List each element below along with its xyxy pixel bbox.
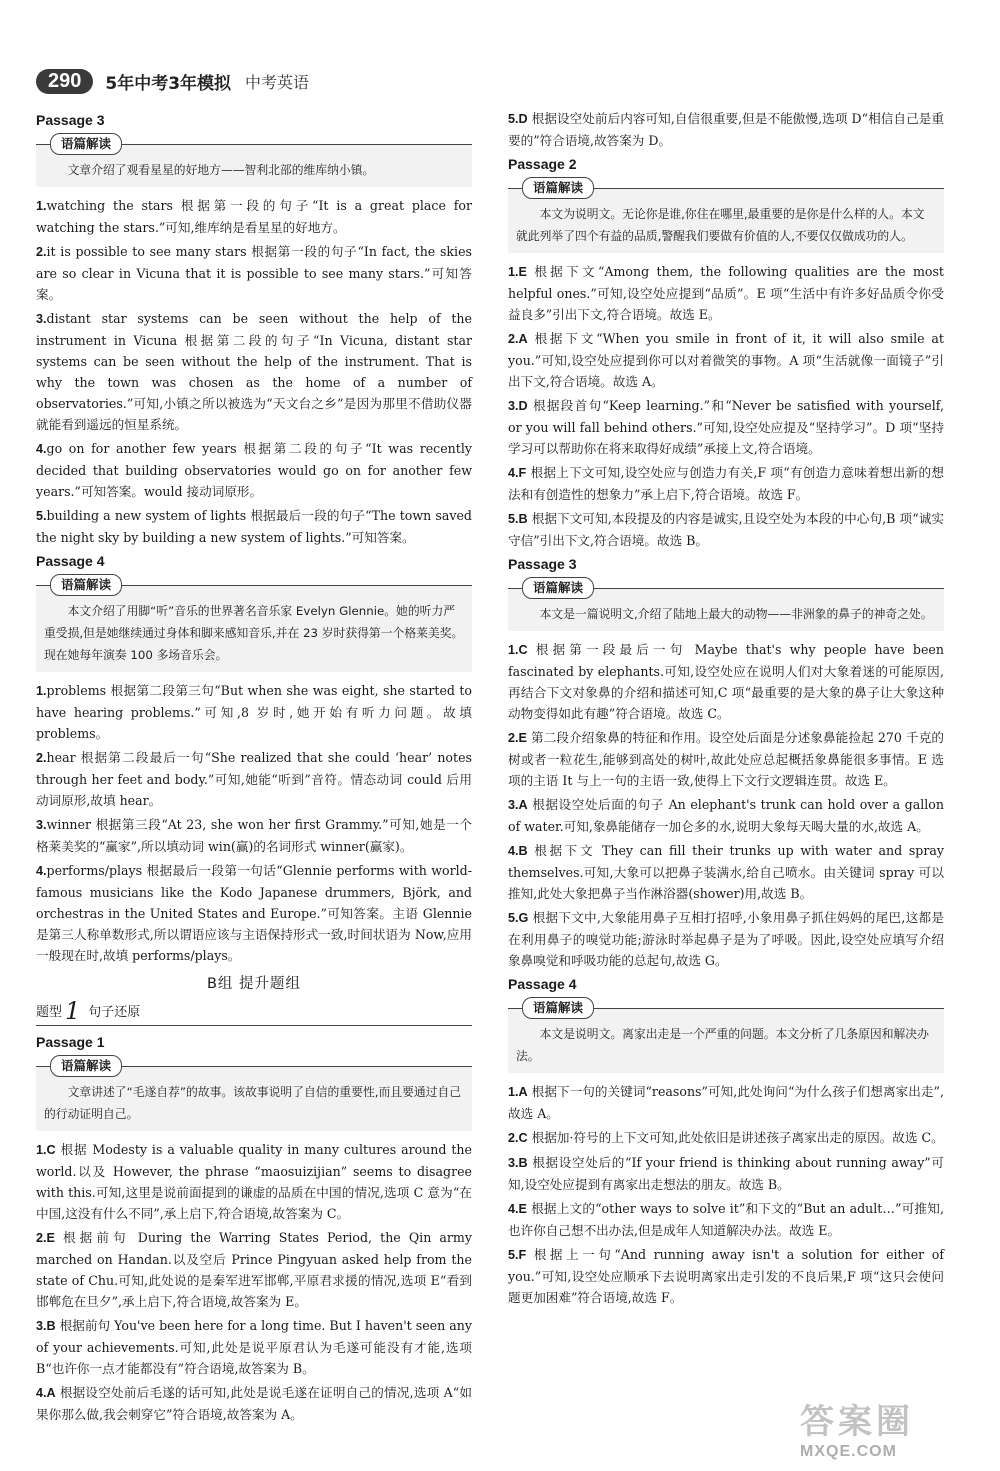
answer-text: 根据前句 You've been here for a long time. But I haven't seen any of your achievements.可知,此处是说平原君认为毛遂可能没有才能,选项 B“也许你一点才能都没有”符合语境,故答案为 B。 [36, 1318, 472, 1376]
answer-number: 1.C [508, 643, 528, 657]
answer-text: 根据 Modesty is a valuable quality in many cultures around the world.以及 However, the phrase “maosuizijian” seems to disagree with this.可知,这里是说前面提到的谦虚的品质在中国的情况,选项 C 意为“在中国,这没有什么不同”,承上启下,符合语境,故答案为 C。 [36, 1142, 472, 1221]
answer-number: 4.A [36, 1386, 56, 1400]
passage-summary-box [508, 180, 944, 253]
passage-heading: Passage 3 [508, 556, 577, 572]
answer-number: 3.D [508, 399, 528, 413]
summary-tag: 语篇解读 [50, 133, 122, 155]
answer-number: 2. [36, 245, 47, 259]
answer-text: 根据加·符号的上下文可知,此处依旧是讲述孩子离家出走的原因。故选 C。 [531, 1130, 944, 1145]
answer-text: it is possible to see many stars 根据第一段的句子“In fact, the skies are so clear in Vicuna that it is possible to see many stars.”可知答案。 [36, 244, 472, 302]
answer-number: 1. [36, 199, 47, 213]
answer-number: 3.B [508, 1156, 528, 1170]
question-type-name: 句子还原 [88, 1005, 141, 1020]
answer-item [508, 108, 944, 151]
answer-item [36, 308, 472, 435]
answer-item [508, 794, 944, 837]
summary-tag: 语篇解读 [50, 1055, 122, 1077]
answer-text: 根据第一段最后一句 Maybe that's why people have been fascinated by elephants.可知,设空处应在说明人们对大象着迷的可能原因,再结合下文对象鼻的介绍和描述可知,C 项“最重要的是大象的鼻子让大象这种动物变得如此有趣”符合语境。故选 C。 [508, 642, 944, 721]
answer-item [36, 438, 472, 502]
answer-number: 3. [36, 818, 47, 832]
answer-item [508, 462, 944, 505]
answer-item [508, 1244, 944, 1308]
answer-item [508, 727, 944, 791]
answer-text: 根据设空处前后毛遂的话可知,此处是说毛遂在证明自己的情况,选项 A“如果你那么做,我会刺穿它”符合语境,故答案为 A。 [36, 1385, 472, 1422]
answer-number: 1.C [36, 1143, 56, 1157]
passage-heading: Passage 4 [36, 553, 105, 569]
answer-item [508, 261, 944, 325]
answer-number: 1.A [508, 1085, 528, 1099]
answer-item [508, 1152, 944, 1195]
summary-text: 文章讲述了“毛遂自荐”的故事。该故事说明了自信的重要性,而且要通过自己的行动证明自己。 [44, 1085, 462, 1121]
answer-item [508, 395, 944, 459]
answer-text: 根据下文“Among them, the following qualities are the most helpful ones.”可知,设空处应提到“品质”。E 项“生活中有许多好品质令你受益良多”引出下文,符合语境。故选 E。 [508, 264, 944, 322]
answer-number: 5. [36, 509, 47, 523]
answer-text: watching the stars 根据第一段的句子“It is a great place for watching the stars.”可知,维库纳是看星星的好地方。 [36, 198, 472, 235]
summary-tag: 语篇解读 [522, 997, 594, 1019]
answer-number: 4. [36, 864, 47, 878]
answer-text: 根据下文“When you smile in front of it, it will also smile at you.”可知,设空处应提到你可以对着微笑的事物。A 项“生活就像一面镜子”引出下文,符合语境。故选 A。 [508, 331, 944, 389]
answer-number: 5.G [508, 911, 529, 925]
answer-item [36, 1227, 472, 1312]
answer-number: 4. [36, 442, 47, 456]
answer-text: 根据段首句“Keep learning.”和“Never be satisfied with yourself, or you will fall behind others.”可知,设空处应提及“坚持学习”。D 项“坚持学习可以帮助你在将来取得好成绩”承接上文,符合语境。 [508, 398, 944, 456]
answer-item [508, 1198, 944, 1241]
answer-number: 1. [36, 684, 47, 698]
answer-item [508, 639, 944, 724]
answer-text: distant star systems can be seen without the help of the instrument in Vicuna 根据第二段的句子“In Vicuna, distant star systems can be seen without the help of the instrument. That is why the town was chosen as the home of a number of observatories.”可知,小镇之所以被选为“天文台之乡”是因为那里不借助仪器就能看到遥远的恒星系统。 [36, 311, 472, 432]
answer-text: 根据下一句的关键词“reasons”可知,此处询问“为什么孩子们想离家出走”,故选 A。 [508, 1084, 944, 1121]
answer-number: 1.E [508, 265, 527, 279]
watermark-url: MXQE.COM [800, 1443, 897, 1460]
answer-text: problems 根据第二段第三句“But when she was eight, she started to have hearing problems.”可知,8 岁时,她开始有听力问题。故填 problems。 [36, 683, 472, 741]
answer-text: 根据上一句“And running away isn't a solution for either of you.”可知,设空处应顺承下去说明离家出走引发的不良后果,F 项“这只会使问题更加困难”符合语境,故选 F。 [508, 1247, 944, 1305]
answer-item [36, 860, 472, 966]
answer-number: 4.F [508, 466, 527, 480]
answer-text: performs/plays 根据最后一段第一句话“Glennie performs with world-famous musicians like the Kodo Japanese drummers, Björk, and orchestras in the United States and Europe.”可知答案。主语 Glennie 是第三人称单数形式,所以谓语应该与主语保持形式一致,时间状语为 Now,应用一般现在时,故填 performs/plays。 [36, 863, 472, 963]
passage-heading: Passage 1 [36, 1034, 105, 1050]
left-column [36, 108, 472, 1428]
answer-number: 3.B [36, 1319, 56, 1333]
question-type-header [36, 999, 472, 1026]
answer-text: 根据上文的“other ways to solve it”和下文的“But an adult…”可推知,也许你自己想不出办法,但是成年人知道解决办法。故选 E。 [508, 1201, 944, 1238]
question-type-label: 题型 [36, 1005, 63, 1020]
summary-text: 本文是说明文。离家出走是一个严重的问题。本文分析了几条原因和解决办法。 [516, 1027, 929, 1063]
answer-text: hear 根据第二段最后一句“She realized that she could ‘hear’ notes through her feet and body.”可知,她能“听到”音符。情态动词 could 后用动词原形,故填 hear。 [36, 750, 472, 808]
summary-text: 本文为说明文。无论你是谁,你住在哪里,最重要的是你是什么样的人。本文就此列举了四个有益的品质,警醒我们要做有价值的人,不要仅仅做成功的人。 [516, 207, 925, 243]
passage-heading: Passage 4 [508, 976, 577, 992]
passage-summary-box [36, 577, 472, 672]
answer-text: 根据下文 They can fill their trunks up with water and spray themselves.可知,大象可以把鼻子装满水,给自己喷水。由关键词 spray 可以推知,此处大象把鼻子当作淋浴器(shower)用,故选 B。 [508, 843, 944, 901]
answer-number: 5.D [508, 112, 528, 126]
answer-text: 根据设空处后面的句子 An elephant's trunk can hold over a gallon of water.可知,象鼻能储存一加仑多的水,说明大象每天喝大量的水,故选 A。 [508, 797, 944, 834]
page-header [36, 66, 309, 96]
answer-item [36, 680, 472, 744]
passage-heading: Passage 3 [36, 112, 105, 128]
question-type-number: 1 [65, 997, 81, 1025]
subject-label: 中考英语 [245, 72, 310, 92]
passage-summary-box [36, 136, 472, 187]
answer-item [36, 241, 472, 305]
summary-tag: 语篇解读 [50, 574, 122, 596]
answer-text: 第二段介绍象鼻的特征和作用。设空处后面是分述象鼻能捡起 270 千克的树或者一粒花生,能够到高处的树叶,故此处应总起概括象鼻能很多事情。E 选项的主语 It 与上一句的主语一致,使得上下文行文逻辑连贯。故选 E。 [508, 730, 944, 788]
answer-number: 5.F [508, 1248, 527, 1262]
answer-number: 5.B [508, 512, 528, 526]
watermark-stamp: 答案圈 [800, 1402, 914, 1442]
answer-item [36, 1315, 472, 1379]
answer-item [508, 840, 944, 904]
answer-text: 根据设空处后的“If your friend is thinking about running away”可知,设空处应提到有离家出走想法的朋友。故选 B。 [508, 1155, 944, 1192]
answer-number: 2.E [508, 731, 527, 745]
right-column [508, 108, 944, 1311]
answer-item [36, 505, 472, 548]
answer-item [508, 508, 944, 551]
answer-text: go on for another few years 根据第二段的句子“It was recently decided that building observatories would go on for another few years.”可知答案。would 接动词原形。 [36, 441, 472, 499]
answer-item [36, 1139, 472, 1224]
answer-text: 根据上下文可知,设空处应与创造力有关,F 项“有创造力意味着想出新的想法和有创造性的想象力”承上启下,符合语境。故选 F。 [508, 465, 944, 502]
answer-item [36, 747, 472, 811]
passage-summary-box [508, 580, 944, 631]
answer-number: 3. [36, 312, 47, 326]
answer-item [36, 1382, 472, 1425]
answer-item [508, 907, 944, 971]
passage-summary-box [508, 1000, 944, 1073]
answer-number: 2.A [508, 332, 528, 346]
answer-text: 根据设空处前后内容可知,自信很重要,但是不能傲慢,选项 D“相信自己是重要的”符合语境,故答案为 D。 [508, 111, 944, 148]
answer-number: 4.B [508, 844, 528, 858]
group-title: B组 提升题组 [206, 976, 302, 992]
summary-tag: 语篇解读 [522, 177, 594, 199]
answer-text: 根据下文可知,本段提及的内容是诚实,且设空处为本段的中心句,B 项“诚实守信”引出下文,符合语境。故选 B。 [508, 511, 944, 548]
answer-number: 3.A [508, 798, 528, 812]
summary-tag: 语篇解读 [522, 577, 594, 599]
answer-number: 2. [36, 751, 47, 765]
passage-summary-box [36, 1058, 472, 1131]
summary-text: 本文是一篇说明文,介绍了陆地上最大的动物——非洲象的鼻子的神奇之处。 [539, 607, 933, 621]
answer-item [36, 814, 472, 857]
answer-number: 2.E [36, 1231, 55, 1245]
answer-number: 4.E [508, 1202, 527, 1216]
answer-text: 根据前句 During the Warring States Period, the Qin army marched on Handan.以及空后 Prince Pingyuan asked help from the state of Chu.可知,此处说的是秦军进军邯郸,平原君求援的情况,选项 E“看到邯郸危在旦夕”,承上启下,符合语境,故答案为 E。 [36, 1230, 472, 1309]
summary-text: 文章介绍了观看星星的好地方——智利北部的维库纳小镇。 [67, 163, 375, 177]
answer-item [508, 1127, 944, 1149]
book-title: 5年中考3年模拟 [105, 73, 232, 94]
answer-text: 根据下文中,大象能用鼻子互相打招呼,小象用鼻子抓住妈妈的尾巴,这都是在利用鼻子的嗅觉功能;游泳时举起鼻子是为了呼吸。因此,设空处应填写介绍象鼻嗅觉和呼吸功能的总起句,故选 G。 [508, 910, 944, 968]
summary-text: 本文介绍了用脚“听”音乐的世界著名音乐家 Evelyn Glennie。她的听力严重受损,但是她继续通过身体和脚来感知音乐,并在 23 岁时获得第一个格莱美奖。现在她每年演奏 100 多场音乐会。 [44, 604, 464, 662]
answer-number: 2.C [508, 1131, 528, 1145]
page-number: 290 [36, 69, 93, 94]
passage-heading: Passage 2 [508, 156, 577, 172]
answer-text: building a new system of lights 根据最后一段的句子“The town saved the night sky by building a new system of lights.”可知答案。 [36, 508, 472, 545]
watermark-logo [800, 1394, 970, 1464]
answer-item [508, 328, 944, 392]
answer-item [508, 1081, 944, 1124]
answer-item [36, 195, 472, 238]
answer-text: winner 根据第三段“At 23, she won her first Grammy.”可知,她是一个格莱美奖的“赢家”,所以填动词 win(赢)的名词形式 winner(赢家)。 [36, 817, 472, 854]
